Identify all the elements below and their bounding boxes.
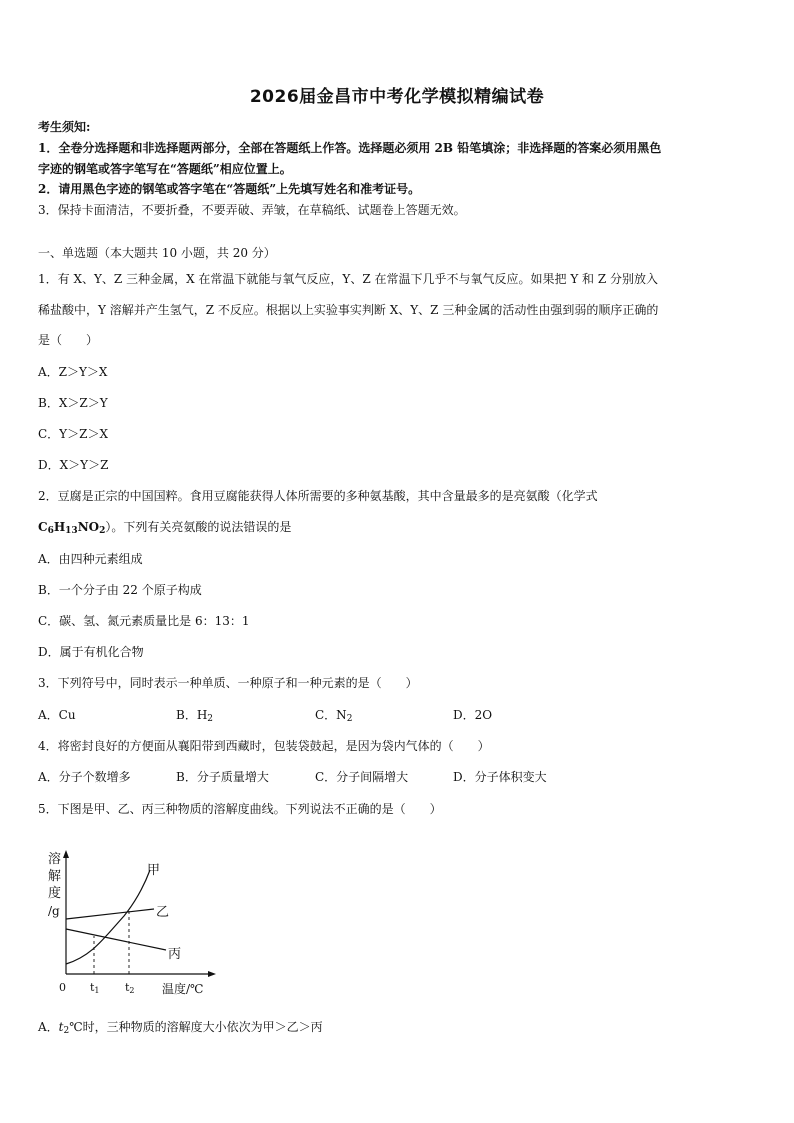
- notice-line-2: 2．请用黑色字迹的钢笔或答字笔在“答题纸”上先填写姓名和准考证号。: [38, 182, 421, 196]
- q5-option-a-temp: t: [58, 1020, 64, 1034]
- q3-stem: 3．下列符号中，同时表示一种单质、一种原子和一种元素的是（ ）: [38, 676, 418, 690]
- q2-option-a: A．由四种元素组成: [38, 552, 143, 566]
- q5-stem: 5．下图是甲、乙、丙三种物质的溶解度曲线。下列说法不正确的是（ ）: [38, 802, 442, 816]
- x-tick-t1-letter: t: [90, 981, 95, 994]
- q2-stem-line-2: [38, 518, 291, 536]
- q1-stem-line-3: 是（ ）: [38, 333, 99, 347]
- q3-option-c: [315, 706, 352, 724]
- origin-label: 0: [59, 981, 66, 994]
- series-yi-label: 乙: [156, 905, 170, 920]
- notice-heading: 考生须知:: [38, 120, 91, 134]
- q1-stem-line-1: 1．有 X、Y、Z 三种金属，X 在常温下就能与氧气反应，Y、Z 在常温下几乎不与氧气反应。如果把 Y 和 Z 分别放入: [38, 272, 659, 286]
- y-label-char-3: 度: [48, 886, 62, 901]
- x-tick-t1: [90, 981, 100, 995]
- x-tick-t2-subscript: 2: [129, 986, 135, 995]
- x-tick-t2-letter: t: [125, 981, 130, 994]
- q2-stem-line-1: 2．豆腐是正宗的中国国粹。食用豆腐能获得人体所需要的多种氨基酸，其中含量最多的是亮氨酸（化学式: [38, 489, 598, 503]
- y-axis-arrow-icon: [63, 850, 69, 858]
- q2-option-b: B．一个分子由 22 个原子构成: [38, 583, 202, 597]
- series-bing-line: [66, 929, 166, 950]
- q2-option-d: D．属于有机化合物: [38, 645, 144, 659]
- exam-title: 2026届金昌市中考化学模拟精编试卷: [249, 87, 545, 107]
- q1-option-a: A．Z＞Y＞X: [38, 365, 108, 379]
- q1-option-c: C．Y＞Z＞X: [38, 427, 108, 441]
- x-axis-arrow-icon: [208, 971, 216, 977]
- notice-line-1b: 字迹的钢笔或答字笔写在“答题纸”相应位置上。: [38, 162, 292, 176]
- q2-stem-line-2-text: ）。下列有关亮氨酸的说法错误的是: [105, 520, 292, 534]
- q3-option-c-subscript: 2: [346, 714, 353, 724]
- y-label-unit: /g: [48, 904, 60, 918]
- y-label-char-2: 解: [48, 869, 62, 884]
- series-yi-line: [66, 909, 154, 919]
- series-jia-label: 甲: [147, 863, 161, 878]
- formula-part: C: [38, 520, 48, 534]
- q3-option-b-subscript: 2: [207, 714, 214, 724]
- q3-option-b-text: B．H: [176, 708, 208, 722]
- q3-option-b: [176, 706, 213, 724]
- q3-option-d: D．2O: [453, 708, 493, 722]
- q4-option-c: C．分子间隔增大: [315, 770, 409, 784]
- formula-subscript: 13: [65, 526, 78, 536]
- q5-option-a: [38, 1018, 323, 1036]
- notice-line-1: 1．全卷分选择题和非选择题两部分，全部在答题纸上作答。选择题必须用 2B 铅笔填涂；非选择题的答案必须用黑色: [38, 141, 662, 155]
- q4-option-b: B．分子质量增大: [176, 770, 269, 784]
- q3-option-c-text: C．N: [315, 708, 347, 722]
- q1-option-d: D．X＞Y＞Z: [38, 458, 109, 472]
- y-label-char-1: 溶: [48, 852, 62, 867]
- q1-stem-line-2: 稀盐酸中，Y 溶解并产生氢气，Z 不反应。根据以上实验事实判断 X、Y、Z 三种金属的活动性由强到弱的顺序正确的: [38, 303, 659, 317]
- q2-option-c: C．碳、氢、氮元素质量比是 6：13：1: [38, 614, 250, 628]
- q4-stem: 4．将密封良好的方便面从襄阳带到西藏时，包装袋鼓起，是因为袋内气体的（ ）: [38, 739, 490, 753]
- formula-subscript: 2: [99, 526, 106, 536]
- series-bing-label: 丙: [168, 947, 182, 962]
- q4-option-d: D．分子体积变大: [453, 770, 547, 784]
- x-tick-t1-subscript: 1: [94, 986, 100, 995]
- x-tick-t2: [125, 981, 135, 995]
- q5-option-a-temp-subscript: 2: [63, 1026, 70, 1036]
- section-heading: 一、单选题（本大题共 10 小题，共 20 分）: [38, 246, 276, 260]
- q4-option-a: A．分子个数增多: [38, 770, 131, 784]
- notice-line-3: 3．保持卡面清洁，不要折叠，不要弄破、弄皱，在草稿纸、试题卷上答题无效。: [38, 203, 466, 217]
- q5-option-a-text: ℃时，三种物质的溶解度大小依次为甲＞乙＞丙: [69, 1020, 323, 1034]
- x-axis-label: 温度/℃: [162, 982, 204, 996]
- formula-part: H: [53, 520, 66, 534]
- q5-option-a-prefix: A．: [38, 1020, 59, 1034]
- formula-subscript: 6: [47, 526, 54, 536]
- solubility-chart: [44, 846, 244, 1006]
- q1-option-b: B．X＞Z＞Y: [38, 396, 108, 410]
- q3-option-a: A．Cu: [38, 708, 76, 722]
- formula-part: NO: [77, 520, 100, 534]
